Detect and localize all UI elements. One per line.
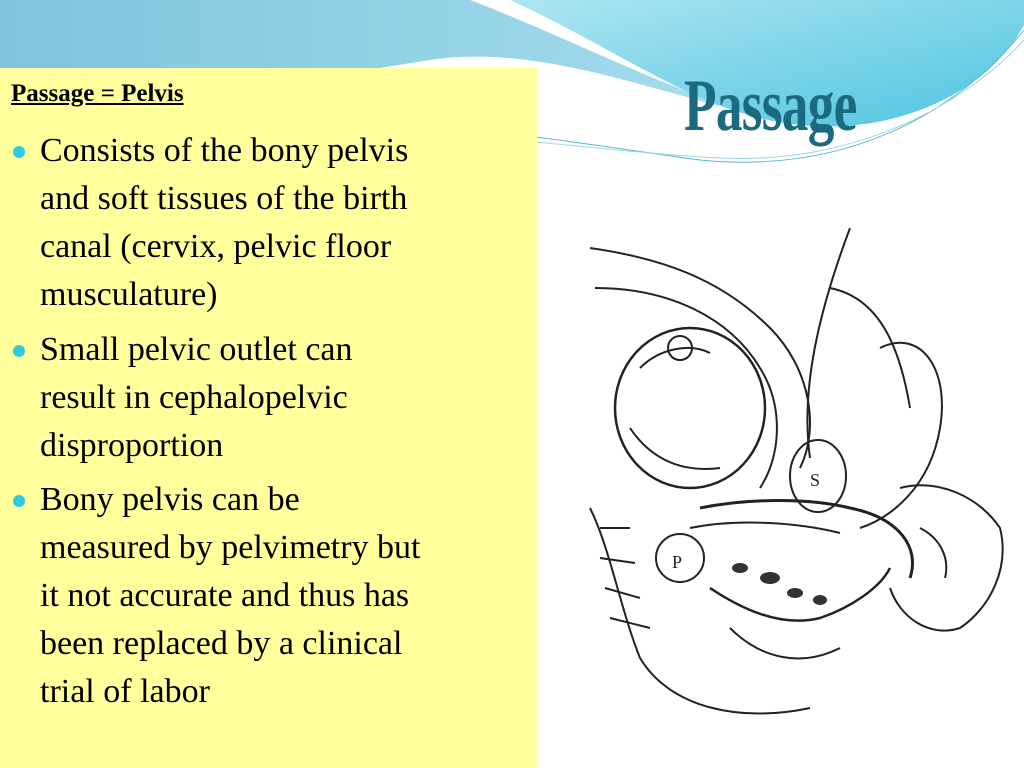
figure-label-p: P — [672, 552, 683, 572]
figure-label-s: S — [810, 470, 821, 490]
bullet-dot-icon — [13, 495, 25, 507]
bullet-text-line: disproportion — [40, 427, 224, 464]
bullet-dot-icon — [13, 146, 25, 158]
bullet-text-line: it not accurate and thus has — [40, 577, 410, 614]
bullet-dot-icon — [13, 345, 25, 357]
bullet-item — [40, 326, 353, 470]
bullet-text-line: Bony pelvis can be — [40, 481, 300, 518]
bullet-text-line: Small pelvic outlet can — [40, 331, 353, 368]
bullet-text-line: been replaced by a clinical — [40, 625, 403, 662]
slide-title: Passage — [684, 65, 857, 147]
slide-subtitle: Passage = Pelvis — [11, 80, 184, 107]
bullet-text-line: result in cephalopelvic — [40, 379, 348, 416]
bullet-text-line: musculature) — [40, 276, 218, 313]
bullet-text-line: canal (cervix, pelvic floor — [40, 228, 392, 265]
bullet-item — [40, 127, 408, 319]
content-textbox — [0, 68, 537, 768]
bullet-item — [40, 476, 421, 716]
bullet-text-line: and soft tissues of the birth — [40, 180, 408, 217]
bullet-text-line: measured by pelvimetry but — [40, 529, 421, 566]
bullet-text-line: trial of labor — [40, 673, 210, 710]
pelvic-examination-illustration — [580, 228, 1020, 728]
bullet-text-line: Consists of the bony pelvis — [40, 132, 409, 169]
